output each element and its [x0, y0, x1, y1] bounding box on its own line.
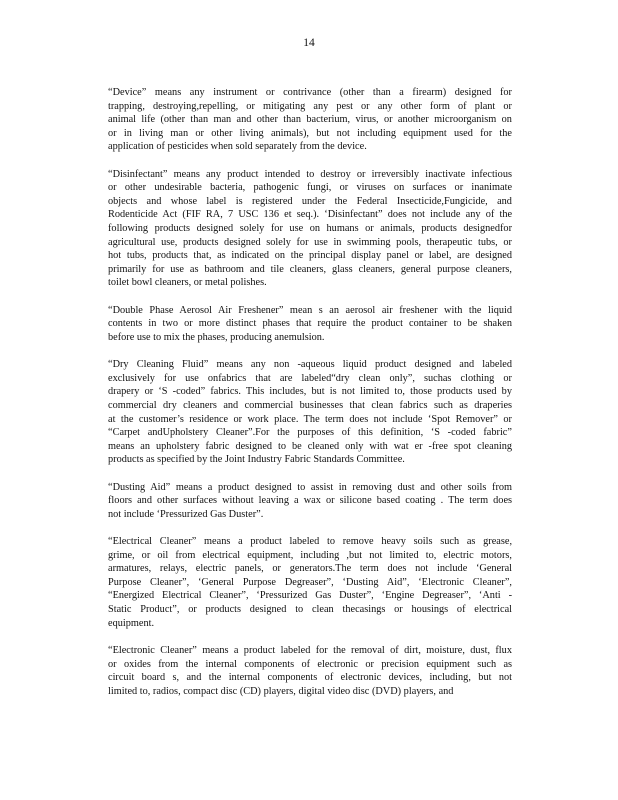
- text-line: “Electrical Cleaner” means a product labeled to remove heavy soils such as grease,: [108, 536, 512, 548]
- text-line: equipment.: [108, 617, 155, 629]
- page-number: 14: [303, 37, 315, 49]
- text-line: limited to, radios, compact disc (CD) players, digital video disc (DVD) players, and: [108, 685, 454, 697]
- definition-paragraph: [108, 481, 512, 522]
- text-line: drapery or ‘S -coded” fabrics. This includes, but is not limited to, those products used by: [108, 386, 512, 398]
- text-line: before use to mix the phases, producing anemulsion.: [108, 331, 325, 343]
- document-body: [108, 86, 512, 712]
- text-line: Rodenticide Act (FIF RA, 7 USC 136 et seq.). ‘Disinfectant” does not include any of the: [108, 209, 512, 221]
- text-line: not include ‘Pressurized Gas Duster”.: [108, 508, 264, 520]
- text-line: “Dry Cleaning Fluid” means any non -aqueous liquid product designed and labeled: [108, 359, 512, 371]
- definition-paragraph: [108, 644, 512, 698]
- text-line: or other undesirable bacteria, pathogenic fungi, or viruses on surfaces or inanimate: [108, 182, 512, 194]
- text-line: Purpose Cleaner”, ‘General Purpose Degreaser”, ‘Dusting Aid”, ‘Electronic Cleaner”,: [108, 576, 512, 588]
- text-line: or oxides from the internal components of electronic or precision equipment such as: [108, 658, 512, 670]
- text-line: exclusively for use onfabrics that are labeled“dry clean only”, suchas clothing or: [108, 372, 512, 384]
- text-line: “Carpet andUpholstery Cleaner”.For the purposes of this definition, ‘S -coded fabric”: [108, 427, 512, 439]
- text-line: commercial dry cleaners and commercial businesses that clean fabrics such as draperies: [108, 399, 512, 411]
- text-line: “Dusting Aid” means a product designed to assist in removing dust and other soils from: [108, 481, 512, 493]
- text-line: “Device” means any instrument or contrivance (other than a firearm) designed for: [108, 87, 512, 98]
- definition-paragraph: [108, 535, 512, 630]
- definition-paragraph: [108, 304, 512, 345]
- text-line: following products designed solely for use on humans or animals, products designedfor: [108, 223, 512, 235]
- text-line: objects and whose label is registered under the Federal Insecticide,Fungicide, and: [108, 195, 512, 207]
- text-line: contents in two or more distinct phases that require the product container to be shaken: [108, 318, 512, 330]
- text-line: hot tubs, products that, as indicated on the principal display panel or label, are designed: [108, 250, 512, 262]
- text-line: agricultural use, products designed solely for use in swimming pools, therapeutic tubs, or: [108, 236, 512, 248]
- text-line: circuit board s, and the internal components of electronic devices, including, but not: [108, 672, 512, 684]
- definition-paragraph: [108, 168, 512, 290]
- text-line: grime, or oil from electrical equipment, including ,but not limited to, electric motors,: [108, 549, 512, 561]
- text-line: Static Product”, or products designed to clean thecasings or housings of electrical: [108, 604, 512, 616]
- text-line: floors and other surfaces without leaving a wax or silicone based coating . The term does: [108, 495, 512, 507]
- text-line: “Electronic Cleaner” means a product labeled for the removal of dirt, moisture, dust, flux: [108, 644, 512, 656]
- text-line: “Energized Electrical Cleaner”, ‘Pressurized Gas Duster”, ‘Engine Degreaser”, ‘Anti -: [108, 590, 512, 602]
- text-line: trapping, destroying,repelling, or mitigating any pest or any other form of plant or: [108, 100, 512, 112]
- text-line: animal life (other than man and other than bacterium, virus, or another microorganism on: [108, 114, 512, 126]
- text-line: application of pesticides when sold separately from the device.: [108, 141, 367, 153]
- text-line: at the customer’s residence or work place. The term does not include ‘Spot Remover” or: [108, 413, 512, 425]
- text-line: “Double Phase Aerosol Air Freshener” mean s an aerosol air freshener with the liquid: [108, 304, 512, 316]
- text-line: means an upholstery fabric designed to be cleaned only with wat er -free spot cleaning: [108, 440, 512, 452]
- text-line: primarily for use as bathroom and tile cleaners, glass cleaners, general purpose cleaners,: [108, 263, 512, 275]
- text-line: “Disinfectant” means any product intended to destroy or irreversibly inactivate infectious: [108, 168, 512, 180]
- text-line: toilet bowl cleaners, or metal polishes.: [108, 277, 267, 289]
- definition-paragraph: [108, 86, 512, 154]
- text-line: or in living man or other living animals), but not including equipment used for the: [108, 127, 512, 139]
- text-line: armatures, relays, electric panels, or generators.The term does not include ‘General: [108, 563, 512, 575]
- definition-paragraph: [108, 358, 512, 467]
- text-line: products as specified by the Joint Industry Fabric Standards Committee.: [108, 454, 405, 466]
